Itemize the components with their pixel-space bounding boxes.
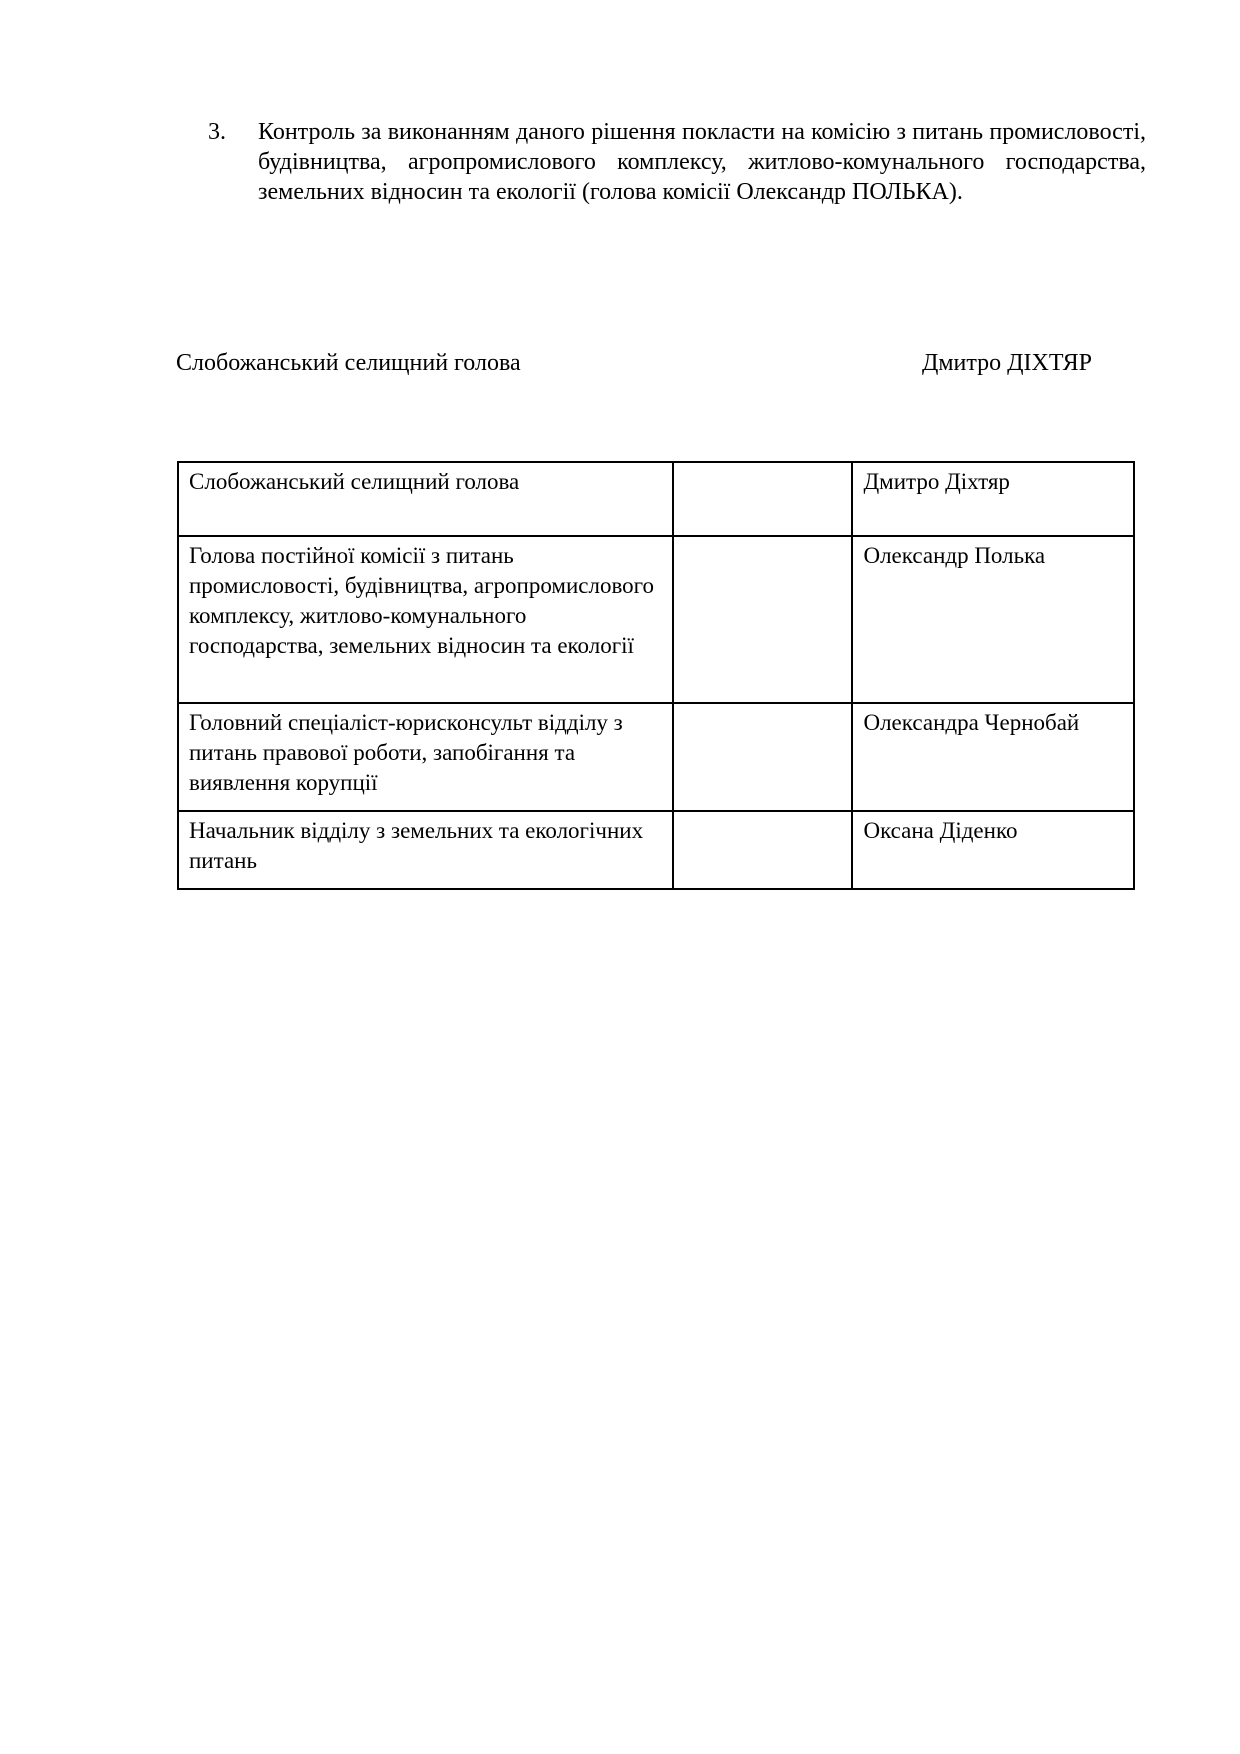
signature-role: Слобожанський селищний голова (176, 350, 521, 376)
approver-name: Оксана Діденко (852, 811, 1134, 889)
approver-name: Олександра Чернобай (852, 703, 1134, 811)
approver-signature-cell (673, 536, 852, 703)
approver-position: Слобожанський селищний голова (178, 462, 673, 536)
approver-position: Начальник відділу з земельних та екологічних питань (178, 811, 673, 889)
table-row (178, 703, 1134, 811)
approver-position: Головний спеціаліст-юрисконсульт відділу з питань правової роботи, запобігання та виявлення корупції (178, 703, 673, 811)
table-row (178, 811, 1134, 889)
clause-text: Контроль за виконанням даного рішення покласти на комісію з питань промисловості, будівництва, агропромислового комплексу, житлово-комунального господарства, земельних відносин та екології (голова комісії Олександр ПОЛЬКА). (258, 119, 1146, 205)
approver-signature-cell (673, 811, 852, 889)
approver-signature-cell (673, 462, 852, 536)
approver-name: Олександр Полька (852, 536, 1134, 703)
approval-table (177, 461, 1135, 890)
approver-signature-cell (673, 703, 852, 811)
clause-number: 3. (208, 119, 226, 145)
approver-position: Голова постійної комісії з питань промисловості, будівництва, агропромислового комплексу, житлово-комунального господарства, земельних відносин та екології (178, 536, 673, 703)
table-row (178, 462, 1134, 536)
approver-name: Дмитро Діхтяр (852, 462, 1134, 536)
signature-name: Дмитро ДІХТЯР (922, 350, 1092, 376)
table-row (178, 536, 1134, 703)
